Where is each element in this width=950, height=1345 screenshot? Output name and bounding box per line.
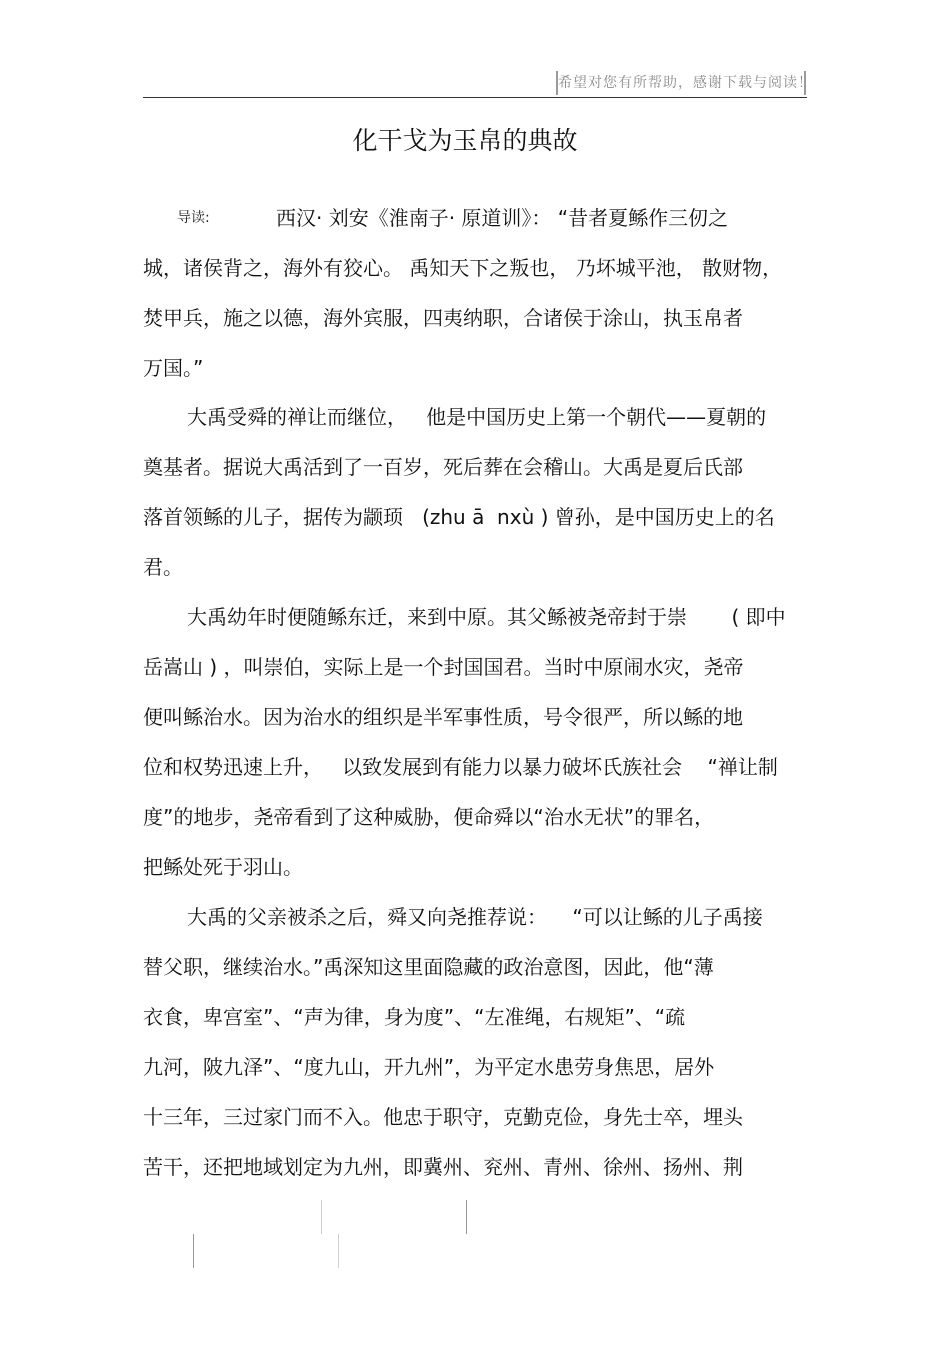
scan-mark [466, 1200, 467, 1234]
guide-line: 焚甲兵，施之以德，海外宾服，四夷纳职，合诸侯于涂山，执玉帛者 [143, 306, 743, 330]
paragraph-line: 大禹幼年时便随鲧东迁，来到中原。其父鲧被尧帝封于崇 ( 即中 [187, 605, 786, 629]
guide-line: 城，诸侯背之，海外有狡心。 禹知天下之叛也， 乃坏城平池， 散财物， [143, 256, 783, 280]
paragraph-line: 十三年，三过家门而不入。他忠于职守，克勤克俭，身先士卒，埋头 [143, 1105, 743, 1129]
paragraph-line: 度”的地步，尧帝看到了这种威胁，便命舜以“治水无状”的罪名， [143, 805, 715, 829]
header-note: 希望对您有所帮助，感谢下载与阅读！ [556, 71, 806, 95]
scan-mark [321, 1200, 322, 1234]
paragraph-line: 便叫鲧治水。因为治水的组织是半军事性质，号令很严，所以鲧的地 [143, 705, 743, 729]
paragraph-line: 替父职，继续治水。”禹深知这里面隐藏的政治意图，因此，他“薄 [143, 955, 714, 979]
paragraph-line: 把鲧处死于羽山。 [143, 855, 303, 879]
paragraph-line: 衣食，卑宫室”、“声为律，身为度”、“左准绳，右规矩”、“疏 [143, 1005, 686, 1029]
paragraph-line: 大禹的父亲被杀之后，舜又向尧推荐说： “可以让鲧的儿子禹接 [187, 905, 763, 929]
paragraph-line: 落首领鲧的儿子，据传为颛顼 (zhu ā nxù ) 曾孙，是中国历史上的名 [143, 505, 775, 529]
paragraph-line: 岳嵩山 ) ，叫崇伯，实际上是一个封国国君。当时中原闹水灾，尧帝 [143, 655, 744, 679]
guide-line: 万国。” [143, 356, 204, 380]
paragraph-line: 苦干，还把地域划定为九州，即冀州、兖州、青州、徐州、扬州、荆 [143, 1155, 743, 1179]
paragraph-line: 位和权势迅速上升， 以致发展到有能力以暴力破坏氏族社会 “禅让制 [143, 755, 778, 779]
document-title: 化干戈为玉帛的典故 [352, 126, 578, 155]
paragraph-line: 大禹受舜的禅让而继位， 他是中国历史上第一个朝代——夏朝的 [187, 405, 767, 429]
paragraph-line: 君。 [143, 555, 183, 579]
header-rule [143, 97, 807, 98]
guide-label: 导读: [177, 210, 210, 226]
scan-mark [193, 1234, 194, 1268]
paragraph-line: 九河，陂九泽”、“度九山，开九州”，为平定水患劳身焦思，居外 [143, 1055, 715, 1079]
guide-line: 西汉· 刘安《淮南子· 原道训》： “昔者夏鲧作三仞之 [276, 206, 729, 230]
paragraph-line: 奠基者。据说大禹活到了一百岁，死后葬在会稽山。大禹是夏后氏部 [143, 455, 743, 479]
scan-mark [338, 1234, 339, 1268]
